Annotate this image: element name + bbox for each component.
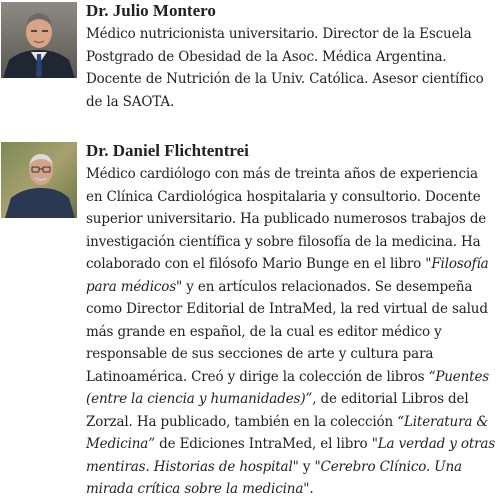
bio-text: , de editorial Libros del Zorzal. Ha publicado, también en la colección [86, 391, 469, 430]
bio-text: y [298, 458, 315, 475]
bio-text: Médico cardiólogo con más de treinta años de experiencia en Clínica Cardiológica hospitalaria y consultorio. Docente superior universitario. Ha publicado numerosos trabajos de investigación científica y sobre filosofía de la medicina. Ha colaborado con el filósofo Mario Bunge en el libro [86, 166, 487, 272]
profile-name: Dr. Julio Montero [86, 1, 216, 20]
profile-name: Dr. Daniel Flichtentrei [86, 141, 249, 160]
bio-text: y en artículos relacionados. Se desempeña como Director Editorial de IntraMed, la red virtual de salud más grande en español, de la cual es editor médico y responsable de sus secciones de arte y cultura para Latinoamérica. Creó y dirige la colección de libros [86, 278, 488, 385]
book-title-cerebro-clinico: "Cerebro Clínico. Una mirada crítica sobre la medicina" [86, 458, 462, 497]
book-title-la-verdad-y-otras-mentiras: "La verdad y otras mentiras. Historias de hospital" [86, 436, 496, 475]
book-title-puentes: “Puentes (entre la ciencia y humanidades)” [86, 368, 490, 407]
portrait-photo-daniel-flichtentrei [1, 142, 77, 218]
book-title-filosofia-para-medicos: "Filosofía para médicos" [86, 256, 489, 295]
collection-title-literatura-medicina: “Literatura & Medicina” [86, 413, 489, 452]
avatar [1, 142, 77, 218]
profile-bio [86, 163, 496, 501]
avatar [1, 2, 77, 78]
profile-bio: Médico nutricionista universitario. Director de la Escuela Postgrado de Obesidad de la Asoc. Médica Argentina. Docente de Nutrición de la Univ. Católica. Asesor científico de la SAOTA. [86, 26, 484, 110]
bio-text: . [309, 481, 314, 497]
bio-text: de Ediciones IntraMed, el libro [154, 436, 372, 452]
portrait-photo-julio-montero [1, 2, 77, 78]
